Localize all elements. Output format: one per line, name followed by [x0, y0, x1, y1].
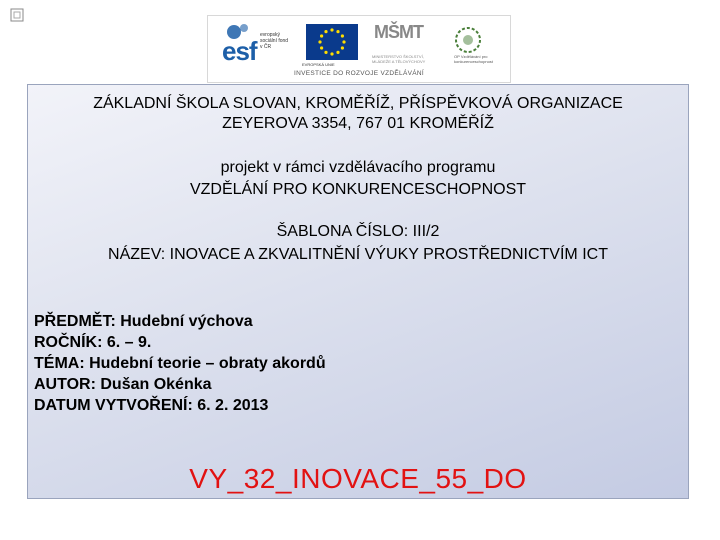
- detail-grade: ROČNÍK: 6. – 9.: [34, 334, 152, 351]
- school-address: ZEYEROVA 3354, 767 01 KROMĚŘÍŽ: [222, 115, 494, 132]
- funding-tagline: INVESTICE DO ROZVOJE VZDĚLÁVÁNÍ: [294, 70, 424, 77]
- detail-topic: TÉMA: Hudební teorie – obraty akordů: [34, 355, 326, 372]
- eu-flag-icon: [306, 24, 358, 60]
- detail-author: AUTOR: Dušan Okénka: [34, 376, 212, 393]
- msmt-caption: MINISTERSTVO ŠKOLSTVÍ, MLÁDEŽE A TĚLOVÝCHOVY: [372, 54, 426, 64]
- op-caption: OP Vzdělávání pro konkurenceschopnost: [454, 54, 493, 64]
- project-line-1: projekt v rámci vzdělávacího programu: [220, 159, 496, 176]
- project-line-2: VZDĚLÁNÍ PRO KONKURENCESCHOPNOST: [189, 181, 527, 198]
- template-name: NÁZEV: INOVACE A ZKVALITNĚNÍ VÝUKY PROSTŘEDNICTVÍM ICT: [108, 246, 608, 263]
- school-name: ZÁKLADNÍ ŠKOLA SLOVAN, KROMĚŘÍŽ, PŘÍSPĚVKOVÁ ORGANIZACE: [93, 95, 623, 112]
- slide-corner-icon: [10, 8, 24, 22]
- detail-subject: PŘEDMĚT: Hudební výchova: [34, 313, 253, 330]
- title-slide-panel: [27, 84, 689, 499]
- template-number: ŠABLONA ČÍSLO: III/2: [276, 223, 440, 240]
- esf-logo-mark: esf: [222, 36, 257, 66]
- msmt-logo-mark: MŠMT: [374, 22, 423, 42]
- detail-date: DATUM VYTVOŘENÍ: 6. 2. 2013: [34, 397, 269, 414]
- esf-logo-caption: evropský sociální fond v ČR: [260, 32, 289, 50]
- eu-caption: EVROPSKÁ UNIE: [302, 62, 335, 67]
- material-code: VY_32_INOVACE_55_DO: [189, 463, 527, 494]
- eu-funding-logo-bar: [207, 15, 511, 83]
